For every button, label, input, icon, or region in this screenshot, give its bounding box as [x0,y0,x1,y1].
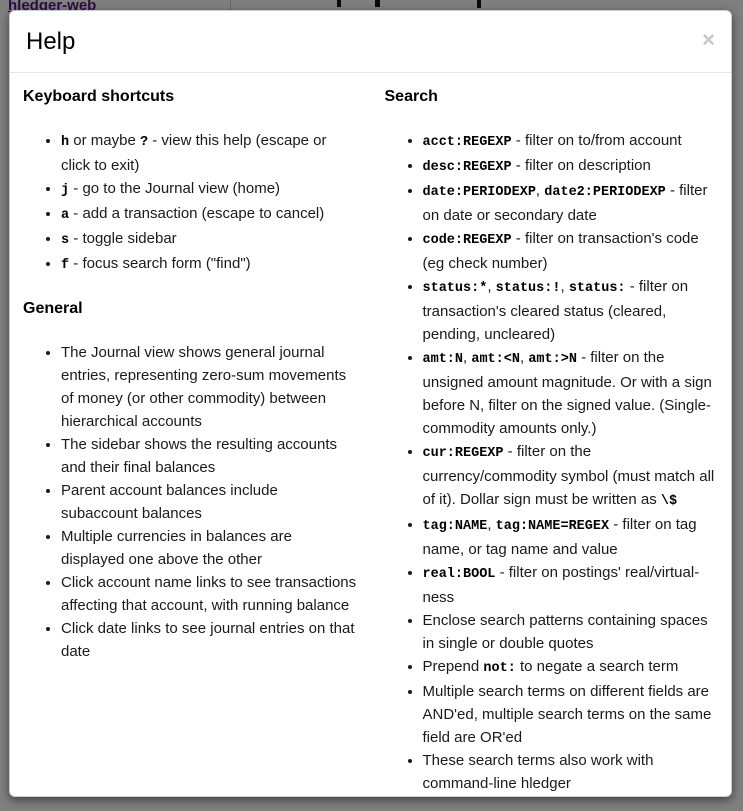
help-item: • desc:REGEXP - filter on description [423,154,719,179]
code-term: status: [568,281,626,296]
code-term: f [61,258,70,273]
help-item: • The sidebar shows the resulting accounts and their final balances [61,433,359,479]
code-term: code:REGEXP [422,233,512,248]
code-term: not: [483,661,516,676]
code-term: h [61,135,70,150]
help-item: • f - focus search form ("find") [61,252,359,277]
code-term: cur:REGEXP [422,446,504,461]
code-term: ? [139,135,149,150]
code-term: amt:N [422,352,464,367]
modal-header [10,11,731,73]
help-item: • s - toggle sidebar [61,227,359,252]
help-item: • h or maybe ? - view this help (escape or click to exit) [61,129,359,177]
help-item: • amt:N, amt:<N, amt:>N - filter on the unsigned amount magnitude. Or with a sign before N, filter on the signed value. (Single-commodity amounts only.) [423,346,719,440]
code-term: \$ [660,494,678,509]
code-term: a [61,208,70,223]
help-item: • Parent account balances include subaccount balances [61,479,359,525]
help-column-left [23,87,371,795]
help-item: • date:PERIODEXP, date2:PERIODEXP - filter on date or secondary date [423,179,719,227]
help-modal [9,10,732,797]
help-list [23,129,359,277]
help-item: • code:REGEXP - filter on transaction's code (eg check number) [423,227,719,275]
help-column-right [371,87,719,795]
help-item: • Enclose search patterns containing spaces in single or double quotes [423,609,719,655]
help-item: • These search terms also work with command-line hledger [423,749,719,795]
code-term: acct:REGEXP [422,135,512,150]
help-item: • real:BOOL - filter on postings' real/virtual-ness [423,561,719,609]
help-columns [23,87,718,795]
section-heading: Keyboard shortcuts [23,88,175,105]
code-term: s [61,233,70,248]
code-term: real:BOOL [422,567,496,582]
help-list [385,129,719,795]
help-item: • j - go to the Journal view (home) [61,177,359,202]
modal-body [10,73,731,797]
help-item: • The Journal view shows general journal entries, representing zero-sum movements of money (or other commodity) between hierarchical accounts [61,341,359,433]
code-term: status:! [495,281,561,296]
help-item: • cur:REGEXP - filter on the currency/commodity symbol (must match all of it). Dollar sign must be written as \$ [423,440,719,513]
section-heading: Search [384,88,438,105]
help-item: • Click date links to see journal entries on that date [61,617,359,663]
code-term: amt:<N [471,352,520,367]
help-item: • Prepend not: to negate a search term [423,655,719,680]
help-item: • Click account name links to see transactions affecting that account, with running balance [61,571,359,617]
code-term: amt:>N [528,352,577,367]
code-term: tag:NAME [422,519,488,534]
code-term: date:PERIODEXP [422,185,536,200]
help-item: • Multiple search terms on different fields are AND'ed, multiple search terms on the same field are OR'ed [423,680,719,749]
code-term: j [61,183,70,198]
code-term: desc:REGEXP [422,160,512,175]
section-heading: General [23,300,83,317]
modal-title: Help [26,28,76,55]
help-item: • acct:REGEXP - filter on to/from account [423,129,719,154]
close-icon[interactable]: × [702,27,715,52]
help-item: • a - add a transaction (escape to cancel) [61,202,359,227]
help-item: • status:*, status:!, status: - filter on transaction's cleared status (cleared, pending, uncleared) [423,275,719,346]
code-term: status:* [422,281,488,296]
code-term: tag:NAME=REGEX [495,519,610,534]
help-item: • tag:NAME, tag:NAME=REGEX - filter on tag name, or tag name and value [423,513,719,561]
code-term: date2:PERIODEXP [544,185,666,200]
help-list [23,341,359,663]
help-item: • Multiple currencies in balances are displayed one above the other [61,525,359,571]
